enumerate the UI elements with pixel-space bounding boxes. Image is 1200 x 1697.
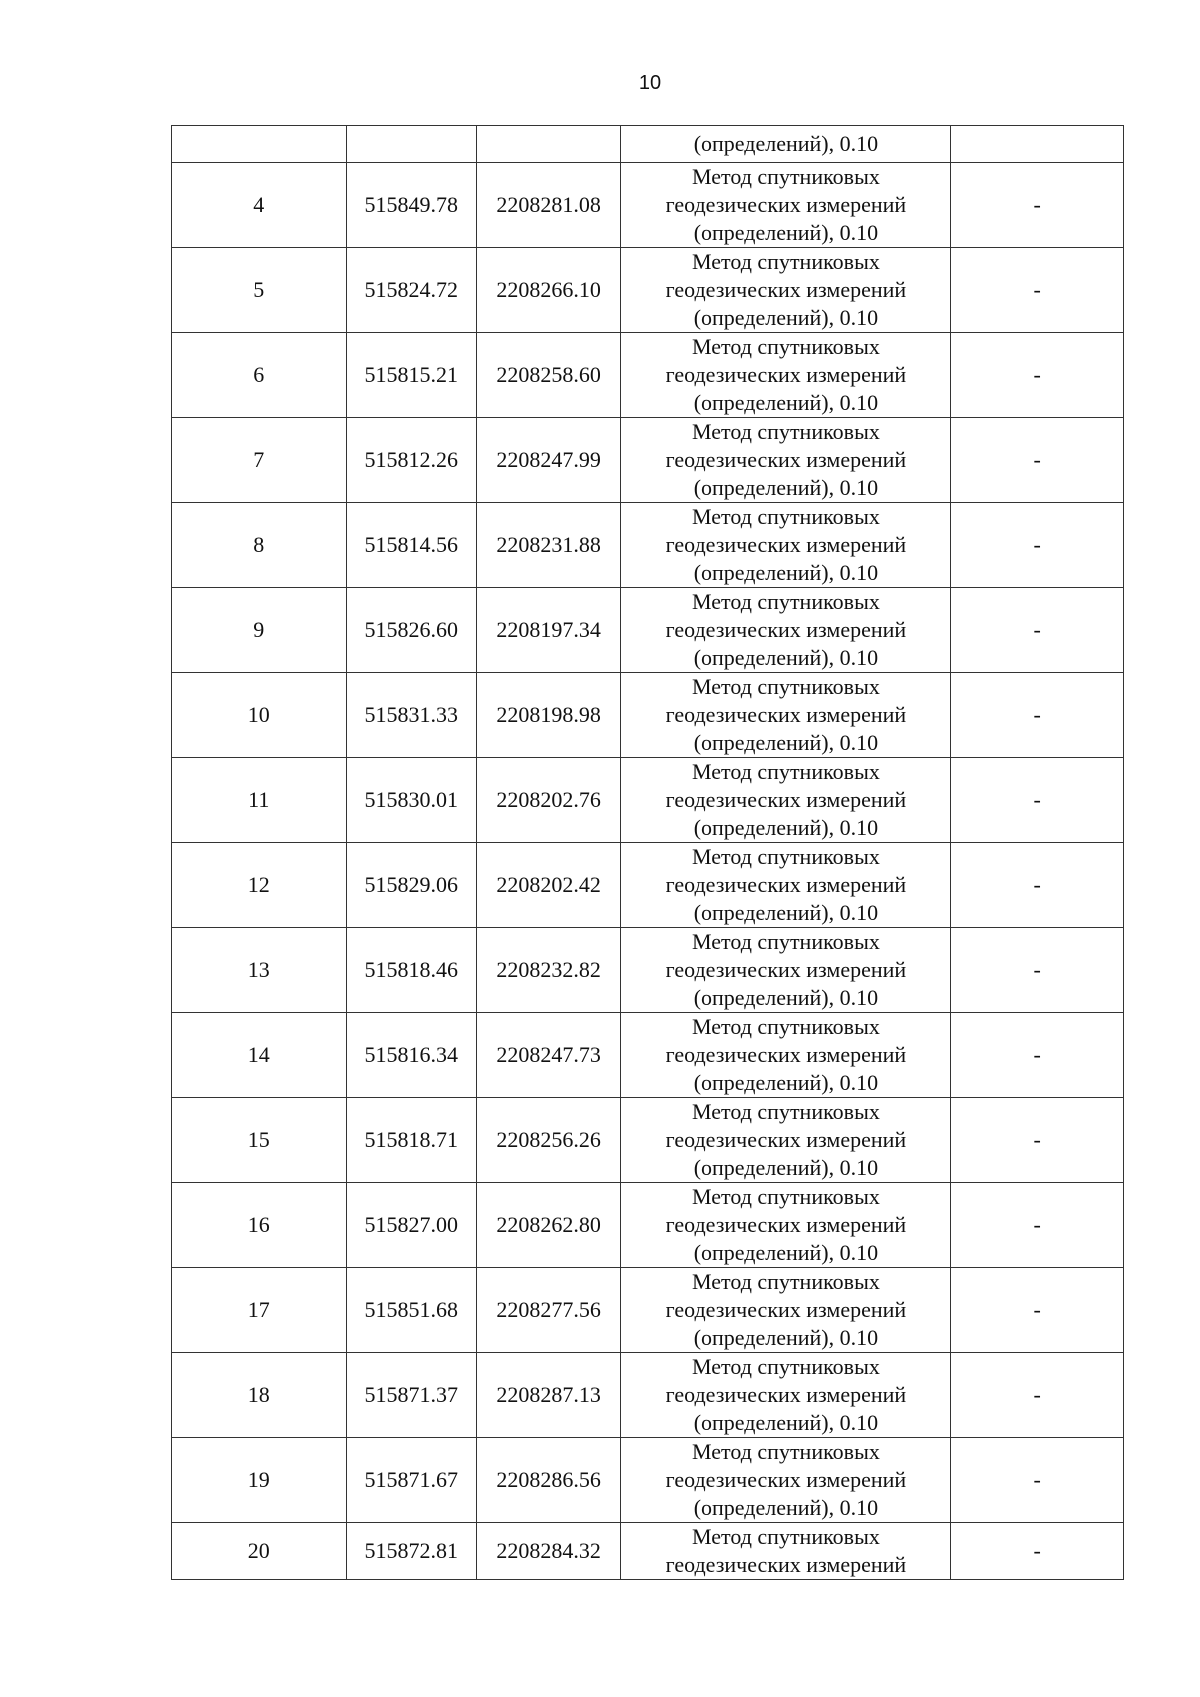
note-cell: - (951, 673, 1124, 758)
point-cell: 15 (172, 1098, 347, 1183)
x-coordinate-cell: 515818.71 (346, 1098, 476, 1183)
method-text-line: Метод спутниковых (691, 249, 880, 274)
method-text-line: (определений), 0.10 (693, 390, 879, 415)
y-coordinate-cell: 2208287.13 (476, 1353, 620, 1438)
y-coordinate-cell: 2208247.99 (476, 418, 620, 503)
method-text-line: Метод спутниковых (691, 759, 880, 784)
method-text-line: Метод спутниковых (691, 589, 880, 614)
table-row (172, 928, 1124, 1013)
note-cell: - (951, 588, 1124, 673)
y-coordinate-cell: 2208202.76 (476, 758, 620, 843)
table-row (172, 1353, 1124, 1438)
method-text-line: геодезических измерений (665, 1297, 907, 1322)
note-cell: - (951, 1353, 1124, 1438)
note-cell: - (951, 928, 1124, 1013)
method-text-line: геодезических измерений (665, 1552, 907, 1577)
x-coordinate-cell (346, 126, 476, 163)
method-text-line: (определений), 0.10 (693, 1155, 879, 1180)
method-text-line: (определений), 0.10 (693, 985, 879, 1010)
y-coordinate-cell: 2208284.32 (476, 1523, 620, 1580)
method-text-line: Метод спутниковых (691, 1524, 880, 1549)
x-coordinate-cell: 515829.06 (346, 843, 476, 928)
method-text-line: геодезических измерений (665, 532, 907, 557)
table-row-continued (172, 126, 1124, 163)
y-coordinate-cell: 2208277.56 (476, 1268, 620, 1353)
method-text-line: Метод спутниковых (691, 1354, 880, 1379)
note-cell: - (951, 418, 1124, 503)
y-coordinate-cell: 2208232.82 (476, 928, 620, 1013)
note-cell: - (951, 1098, 1124, 1183)
point-cell (172, 126, 347, 163)
point-cell: 9 (172, 588, 347, 673)
x-coordinate-cell: 515871.67 (346, 1438, 476, 1523)
point-cell: 18 (172, 1353, 347, 1438)
method-text-line: геодезических измерений (665, 192, 907, 217)
x-coordinate-cell: 515812.26 (346, 418, 476, 503)
method-text-line: геодезических измерений (665, 617, 907, 642)
method-text-line: (определений), 0.10 (693, 1495, 879, 1520)
method-cell (621, 1353, 951, 1438)
method-text-line: (определений), 0.10 (693, 645, 879, 670)
y-coordinate-cell: 2208231.88 (476, 503, 620, 588)
point-cell: 16 (172, 1183, 347, 1268)
point-cell: 7 (172, 418, 347, 503)
point-cell: 17 (172, 1268, 347, 1353)
y-coordinate-cell (476, 126, 620, 163)
method-text-line: (определений), 0.10 (693, 560, 879, 585)
method-cell (621, 1268, 951, 1353)
method-text-line: Метод спутниковых (691, 844, 880, 869)
point-cell: 5 (172, 248, 347, 333)
y-coordinate-cell: 2208286.56 (476, 1438, 620, 1523)
table-row (172, 1183, 1124, 1268)
y-coordinate-cell: 2208266.10 (476, 248, 620, 333)
point-cell: 6 (172, 333, 347, 418)
x-coordinate-cell: 515851.68 (346, 1268, 476, 1353)
table-row (172, 418, 1124, 503)
method-cell (621, 248, 951, 333)
x-coordinate-cell: 515831.33 (346, 673, 476, 758)
note-cell: - (951, 1523, 1124, 1580)
method-text-line: геодезических измерений (665, 957, 907, 982)
table-row-partial (172, 1523, 1124, 1580)
x-coordinate-cell: 515824.72 (346, 248, 476, 333)
note-cell: - (951, 1183, 1124, 1268)
method-text-line: геодезических измерений (665, 702, 907, 727)
note-cell (951, 126, 1124, 163)
method-text-line: геодезических измерений (665, 1382, 907, 1407)
y-coordinate-cell: 2208256.26 (476, 1098, 620, 1183)
method-text-line: Метод спутниковых (691, 164, 880, 189)
x-coordinate-cell: 515818.46 (346, 928, 476, 1013)
x-coordinate-cell: 515849.78 (346, 163, 476, 248)
method-text-line: (определений), 0.10 (693, 475, 879, 500)
method-text-line: геодезических измерений (665, 1127, 907, 1152)
method-cell (621, 843, 951, 928)
note-cell: - (951, 1013, 1124, 1098)
method-text-line: (определений), 0.10 (693, 220, 879, 245)
x-coordinate-cell: 515814.56 (346, 503, 476, 588)
method-cell (621, 1523, 951, 1580)
method-cell (621, 418, 951, 503)
table-row (172, 673, 1124, 758)
method-cell (621, 1438, 951, 1523)
method-cell (621, 163, 951, 248)
point-cell: 10 (172, 673, 347, 758)
note-cell: - (951, 843, 1124, 928)
point-cell: 20 (172, 1523, 347, 1580)
method-text-line: Метод спутниковых (691, 334, 880, 359)
method-text-line: геодезических измерений (665, 277, 907, 302)
point-cell: 12 (172, 843, 347, 928)
method-text-line: Метод спутниковых (691, 419, 880, 444)
method-text-line: геодезических измерений (665, 1212, 907, 1237)
method-cell (621, 333, 951, 418)
point-cell: 14 (172, 1013, 347, 1098)
coordinates-table-body (172, 126, 1124, 1580)
method-text-line: (определений), 0.10 (693, 730, 879, 755)
method-text-line: (определений), 0.10 (693, 1070, 879, 1095)
method-text-line: (определений), 0.10 (693, 305, 879, 330)
y-coordinate-cell: 2208247.73 (476, 1013, 620, 1098)
method-cell (621, 928, 951, 1013)
x-coordinate-cell: 515830.01 (346, 758, 476, 843)
x-coordinate-cell: 515872.81 (346, 1523, 476, 1580)
table-row (172, 1013, 1124, 1098)
note-cell: - (951, 1438, 1124, 1523)
table-row (172, 163, 1124, 248)
x-coordinate-cell: 515871.37 (346, 1353, 476, 1438)
y-coordinate-cell: 2208197.34 (476, 588, 620, 673)
method-text-line: Метод спутниковых (691, 1014, 880, 1039)
x-coordinate-cell: 515826.60 (346, 588, 476, 673)
method-text-line: Метод спутниковых (691, 1184, 880, 1209)
method-cell (621, 1183, 951, 1268)
table-row (172, 1268, 1124, 1353)
coordinates-table (171, 125, 1124, 1580)
point-cell: 4 (172, 163, 347, 248)
point-cell: 19 (172, 1438, 347, 1523)
method-cell (621, 503, 951, 588)
point-cell: 8 (172, 503, 347, 588)
method-text-line: Метод спутниковых (691, 1269, 880, 1294)
method-text-line: геодезических измерений (665, 787, 907, 812)
note-cell: - (951, 333, 1124, 418)
method-text-line: (определений), 0.10 (693, 1240, 879, 1265)
method-text-line: геодезических измерений (665, 872, 907, 897)
method-text-line: (определений), 0.10 (693, 1325, 879, 1350)
method-text-line: геодезических измерений (665, 1042, 907, 1067)
y-coordinate-cell: 2208262.80 (476, 1183, 620, 1268)
x-coordinate-cell: 515827.00 (346, 1183, 476, 1268)
method-text-line: Метод спутниковых (691, 1099, 880, 1124)
table-row (172, 1438, 1124, 1523)
y-coordinate-cell: 2208281.08 (476, 163, 620, 248)
y-coordinate-cell: 2208202.42 (476, 843, 620, 928)
method-text-line: Метод спутниковых (691, 674, 880, 699)
x-coordinate-cell: 515815.21 (346, 333, 476, 418)
method-cell (621, 758, 951, 843)
method-text-line: (определений), 0.10 (693, 900, 879, 925)
note-cell: - (951, 248, 1124, 333)
page-number: 10 (638, 72, 662, 94)
method-text-line: Метод спутниковых (691, 504, 880, 529)
table-row (172, 588, 1124, 673)
note-cell: - (951, 758, 1124, 843)
method-text-line: геодезических измерений (665, 1467, 907, 1492)
method-cell (621, 588, 951, 673)
table-row (172, 248, 1124, 333)
method-text-line: геодезических измерений (665, 362, 907, 387)
method-cell: (определений), 0.10 (621, 126, 951, 163)
table-row (172, 333, 1124, 418)
point-cell: 11 (172, 758, 347, 843)
method-text-line: Метод спутниковых (691, 1439, 880, 1464)
method-cell (621, 673, 951, 758)
method-text-line: (определений), 0.10 (693, 815, 879, 840)
table-row (172, 843, 1124, 928)
table-row (172, 1098, 1124, 1183)
table-row (172, 758, 1124, 843)
method-cell (621, 1013, 951, 1098)
point-cell: 13 (172, 928, 347, 1013)
note-cell: - (951, 163, 1124, 248)
method-text-line: геодезических измерений (665, 447, 907, 472)
x-coordinate-cell: 515816.34 (346, 1013, 476, 1098)
y-coordinate-cell: 2208258.60 (476, 333, 620, 418)
method-text-line: Метод спутниковых (691, 929, 880, 954)
note-cell: - (951, 1268, 1124, 1353)
table-row (172, 503, 1124, 588)
method-text-line: (определений), 0.10 (693, 1410, 879, 1435)
y-coordinate-cell: 2208198.98 (476, 673, 620, 758)
note-cell: - (951, 503, 1124, 588)
method-cell (621, 1098, 951, 1183)
